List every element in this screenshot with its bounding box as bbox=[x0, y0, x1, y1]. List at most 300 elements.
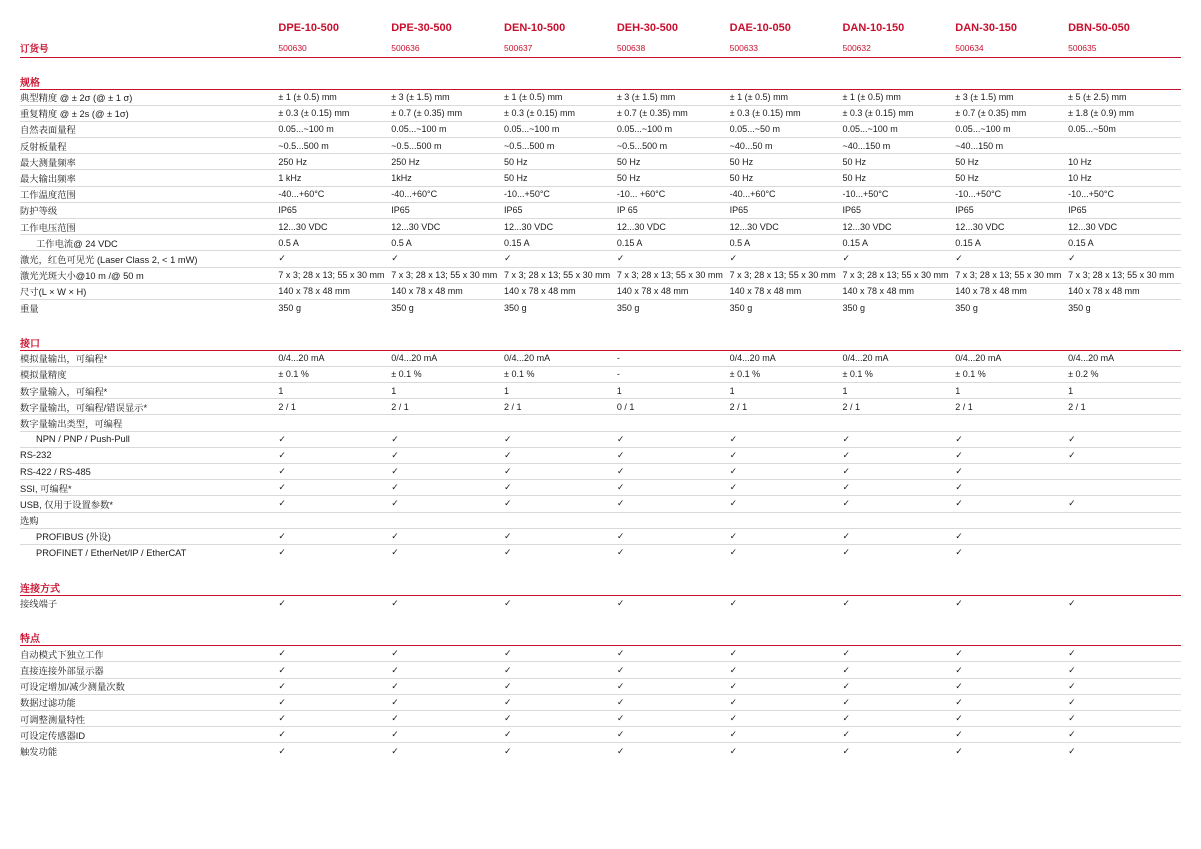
check-mark-cell: ✓ bbox=[955, 431, 1068, 447]
table-row bbox=[20, 694, 1181, 710]
check-mark-cell: ✓ bbox=[391, 711, 504, 727]
order-number-cell: 500636 bbox=[391, 40, 504, 57]
column-header: DAN-30-150 bbox=[955, 21, 1018, 34]
value-cell: 0.05...~100 m bbox=[955, 121, 1068, 137]
value-cell: ± 0.1 % bbox=[391, 366, 504, 382]
check-mark-cell: ✓ bbox=[730, 447, 843, 463]
check-mark-cell: ✓ bbox=[730, 528, 843, 544]
check-mark-cell: ✓ bbox=[842, 447, 955, 463]
check-mark-cell: ✓ bbox=[842, 745, 851, 756]
row-label: 工作温度范围 bbox=[20, 186, 278, 202]
value-cell: 1 bbox=[278, 383, 391, 399]
table-row bbox=[20, 105, 1181, 121]
column-header: DPE-10-500 bbox=[278, 21, 339, 34]
value-cell: 10 Hz bbox=[1068, 170, 1181, 186]
value-cell: 7 x 3; 28 x 13; 55 x 30 mm bbox=[617, 267, 730, 283]
value-cell: ± 0.1 % bbox=[955, 366, 1068, 382]
check-mark-cell: ✓ bbox=[391, 528, 504, 544]
table-row bbox=[20, 646, 1181, 662]
row-label: 数字量输出，可编程/错误显示* bbox=[20, 399, 278, 415]
check-mark-cell: ✓ bbox=[730, 431, 843, 447]
check-mark-cell: ✓ bbox=[1068, 745, 1076, 756]
value-cell: - bbox=[617, 350, 730, 366]
column-header: DPE-30-500 bbox=[391, 21, 452, 34]
value-cell: IP 65 bbox=[617, 202, 730, 218]
column-header: DBN-50-050 bbox=[1068, 21, 1130, 34]
value-cell: 50 Hz bbox=[842, 170, 955, 186]
row-label: 防护等级 bbox=[20, 202, 278, 218]
value-cell: 0/4...20 mA bbox=[504, 350, 617, 366]
check-mark-cell: ✓ bbox=[955, 528, 1068, 544]
value-cell: 0.15 A bbox=[617, 235, 730, 251]
check-mark-cell: ✓ bbox=[955, 646, 1068, 662]
check-mark-cell: ✓ bbox=[617, 463, 730, 479]
check-mark-cell: ✓ bbox=[730, 711, 843, 727]
value-cell: IP65 bbox=[842, 202, 955, 218]
row-spacer bbox=[20, 316, 1181, 329]
value-cell: 0.05...~100 m bbox=[391, 121, 504, 137]
row-label: 数字量输入，可编程* bbox=[20, 383, 278, 399]
section-header-row bbox=[20, 70, 1181, 89]
check-mark-cell: ✓ bbox=[955, 496, 1068, 512]
table-body bbox=[20, 40, 1181, 759]
value-cell: 1 bbox=[1068, 383, 1181, 399]
check-mark-cell: ✓ bbox=[842, 463, 955, 479]
row-label: 工作电压范围 bbox=[20, 219, 278, 235]
check-mark-cell: ✓ bbox=[504, 528, 617, 544]
check-mark-cell: ✓ bbox=[391, 662, 504, 678]
value-cell: 2 / 1 bbox=[1068, 399, 1181, 415]
row-label: 自动模式下独立工作 bbox=[20, 646, 278, 662]
check-mark-cell: ✓ bbox=[391, 251, 504, 267]
value-cell: ± 0.3 (± 0.15) mm bbox=[278, 105, 391, 121]
section-title: 特点 bbox=[20, 624, 1181, 646]
value-cell: 2 / 1 bbox=[278, 399, 391, 415]
value-cell: 2 / 1 bbox=[391, 399, 504, 415]
check-mark-cell: ✓ bbox=[955, 447, 1068, 463]
check-mark-cell: ✓ bbox=[617, 447, 730, 463]
table-row bbox=[20, 727, 1181, 743]
value-cell: -40...+60°C bbox=[278, 186, 391, 202]
check-mark-cell: ✓ bbox=[391, 745, 399, 756]
check-mark-cell: ✓ bbox=[1068, 496, 1181, 512]
value-cell: 7 x 3; 28 x 13; 55 x 30 mm bbox=[1068, 267, 1181, 283]
check-mark-cell: ✓ bbox=[842, 480, 955, 496]
check-mark-cell: ✓ bbox=[616, 597, 625, 608]
table-row bbox=[20, 89, 1181, 105]
row-label: 可设定增加/减少测量次数 bbox=[20, 678, 278, 694]
value-cell: 0/4...20 mA bbox=[730, 350, 843, 366]
value-cell: 12...30 VDC bbox=[730, 219, 843, 235]
check-mark-cell: ✓ bbox=[278, 597, 286, 608]
value-cell: 50 Hz bbox=[730, 170, 843, 186]
value-cell: ~0.5...500 m bbox=[617, 138, 730, 154]
value-cell: IP65 bbox=[504, 202, 617, 218]
value-cell: IP65 bbox=[278, 202, 391, 218]
check-mark-cell: ✓ bbox=[730, 251, 843, 267]
spacer-cell bbox=[20, 316, 1181, 329]
row-label: RS-422 / RS-485 bbox=[20, 463, 278, 479]
value-cell: 1 bbox=[955, 383, 1068, 399]
table-row bbox=[20, 528, 1181, 544]
value-cell: 0/4...20 mA bbox=[842, 350, 955, 366]
value-cell: ± 0.3 (± 0.15) mm bbox=[504, 105, 617, 121]
value-cell: 50 Hz bbox=[842, 154, 955, 170]
row-label: 典型精度 @ ± 2σ (@ ± 1 σ) bbox=[20, 89, 278, 105]
row-label: 重复精度 @ ± 2s (@ ± 1σ) bbox=[20, 105, 278, 121]
value-cell: 7 x 3; 28 x 13; 55 x 30 mm bbox=[504, 267, 617, 283]
table-row bbox=[20, 678, 1181, 694]
value-cell: ± 3 (± 1.5) mm bbox=[617, 89, 730, 105]
value-cell bbox=[278, 512, 391, 528]
check-mark-cell: ✓ bbox=[955, 745, 963, 756]
check-mark-cell: ✓ bbox=[504, 646, 617, 662]
check-mark-cell: ✓ bbox=[842, 251, 955, 267]
value-cell: 1 bbox=[504, 383, 617, 399]
check-mark-cell: ✓ bbox=[1068, 431, 1181, 447]
check-mark-cell: ✓ bbox=[278, 251, 391, 267]
check-mark-cell: ✓ bbox=[729, 547, 738, 558]
value-cell: - bbox=[617, 366, 730, 382]
check-mark-cell: ✓ bbox=[617, 727, 730, 743]
value-cell: ± 0.1 % bbox=[504, 366, 617, 382]
value-cell: 1 bbox=[730, 383, 843, 399]
row-label: 最大输出频率 bbox=[20, 170, 278, 186]
value-cell: 1 bbox=[842, 383, 955, 399]
check-mark-cell: ✓ bbox=[1068, 662, 1181, 678]
value-cell: 12...30 VDC bbox=[617, 219, 730, 235]
section-title: 接口 bbox=[20, 329, 1181, 351]
check-mark-cell: ✓ bbox=[617, 694, 730, 710]
check-mark-cell: ✓ bbox=[955, 662, 1068, 678]
check-mark-cell: ✓ bbox=[616, 547, 625, 558]
row-label: PROFIBUS (外设) bbox=[20, 528, 278, 544]
table-row bbox=[20, 595, 1181, 611]
table-row bbox=[20, 463, 1181, 479]
check-mark-cell: ✓ bbox=[278, 727, 391, 743]
value-cell: 0.05...~50m bbox=[1068, 121, 1181, 137]
check-mark-cell: ✓ bbox=[617, 528, 730, 544]
value-cell: 350 g bbox=[842, 302, 866, 313]
value-cell bbox=[1068, 415, 1181, 431]
value-cell: 2 / 1 bbox=[955, 399, 1068, 415]
row-label: NPN / PNP / Push-Pull bbox=[20, 431, 278, 447]
value-cell: 0/4...20 mA bbox=[391, 350, 504, 366]
check-mark-cell: ✓ bbox=[617, 480, 730, 496]
order-number-cell: 500633 bbox=[730, 40, 843, 57]
value-cell: 0.15 A bbox=[955, 235, 1068, 251]
check-mark-cell: ✓ bbox=[278, 480, 391, 496]
check-mark-cell: ✓ bbox=[955, 597, 963, 608]
value-cell: 350 g bbox=[616, 302, 640, 313]
value-cell: -40...+60°C bbox=[391, 186, 504, 202]
check-mark-cell: ✓ bbox=[955, 727, 1068, 743]
value-cell: ~0.5...500 m bbox=[391, 138, 504, 154]
check-mark-cell: ✓ bbox=[617, 678, 730, 694]
check-mark-cell: ✓ bbox=[955, 480, 1068, 496]
check-mark-cell: ✓ bbox=[391, 547, 399, 558]
value-cell: 0/4...20 mA bbox=[278, 350, 391, 366]
check-mark-cell: ✓ bbox=[1068, 597, 1076, 608]
check-mark-cell: ✓ bbox=[391, 480, 504, 496]
order-number-cell: 500630 bbox=[278, 40, 391, 57]
check-mark-cell: ✓ bbox=[278, 646, 391, 662]
value-cell: 12...30 VDC bbox=[1068, 219, 1181, 235]
check-mark-cell: ✓ bbox=[278, 678, 391, 694]
table-row bbox=[20, 399, 1181, 415]
check-mark-cell: ✓ bbox=[729, 745, 738, 756]
spacer-cell bbox=[20, 561, 1181, 574]
value-cell: -40...+60°C bbox=[730, 186, 843, 202]
check-mark-cell: ✓ bbox=[391, 496, 504, 512]
check-mark-cell: ✓ bbox=[842, 547, 851, 558]
row-label: 自然表面量程 bbox=[20, 121, 278, 137]
table-row bbox=[20, 512, 1181, 528]
value-cell: 1kHz bbox=[391, 170, 504, 186]
value-cell: 1 bbox=[617, 383, 730, 399]
row-label: 重量 bbox=[20, 303, 39, 314]
table-row bbox=[20, 121, 1181, 137]
value-cell: IP65 bbox=[955, 202, 1068, 218]
value-cell: 0/4...20 mA bbox=[1068, 350, 1181, 366]
row-label: 激光光斑大小@10 m /@ 50 m bbox=[20, 267, 278, 283]
row-label: 尺寸(L × W × H) bbox=[20, 283, 278, 299]
value-cell: 250 Hz bbox=[391, 154, 504, 170]
check-mark-cell: ✓ bbox=[278, 662, 391, 678]
value-cell: 0.05...~100 m bbox=[504, 121, 617, 137]
check-mark-cell: ✓ bbox=[1068, 646, 1181, 662]
row-label: 激光，红色可见光 (Laser Class 2, < 1 mW) bbox=[20, 251, 278, 267]
value-cell: 10 Hz bbox=[1068, 154, 1181, 170]
check-mark-cell: ✓ bbox=[955, 463, 1068, 479]
row-label: SSI, 可编程* bbox=[20, 480, 278, 496]
check-mark-cell: ✓ bbox=[1068, 711, 1181, 727]
row-label: 模拟量输出，可编程* bbox=[20, 350, 278, 366]
column-header: DAN-10-150 bbox=[842, 21, 905, 34]
value-cell bbox=[391, 512, 504, 528]
value-cell: 7 x 3; 28 x 13; 55 x 30 mm bbox=[842, 267, 955, 283]
value-cell: ± 3 (± 1.5) mm bbox=[391, 89, 504, 105]
value-cell: 350 g bbox=[729, 302, 753, 313]
value-cell: 250 Hz bbox=[278, 154, 391, 170]
check-mark-cell: ✓ bbox=[504, 447, 617, 463]
value-cell: 350 g bbox=[391, 302, 414, 313]
column-header: DEN-10-500 bbox=[504, 21, 566, 34]
value-cell bbox=[1068, 138, 1181, 154]
row-label: USB, 仅用于设置参数* bbox=[20, 496, 278, 512]
check-mark-cell: ✓ bbox=[504, 662, 617, 678]
value-cell: ~0.5...500 m bbox=[504, 138, 617, 154]
check-mark-cell: ✓ bbox=[842, 431, 955, 447]
value-cell: ± 0.1 % bbox=[730, 366, 843, 382]
check-mark-cell: ✓ bbox=[842, 528, 955, 544]
check-mark-cell: ✓ bbox=[504, 480, 617, 496]
value-cell bbox=[1068, 512, 1181, 528]
row-spacer bbox=[20, 611, 1181, 624]
check-mark-cell: ✓ bbox=[730, 662, 843, 678]
check-mark-cell: ✓ bbox=[278, 496, 391, 512]
value-cell: 350 g bbox=[504, 302, 527, 313]
value-cell: 0.05...~50 m bbox=[730, 121, 843, 137]
value-cell: 2 / 1 bbox=[504, 399, 617, 415]
value-cell: 140 x 78 x 48 mm bbox=[955, 283, 1068, 299]
table-row bbox=[20, 283, 1181, 299]
row-label: 可设定传感器ID bbox=[20, 727, 278, 743]
check-mark-cell: ✓ bbox=[617, 251, 730, 267]
row-label: 最大测量频率 bbox=[20, 154, 278, 170]
value-cell bbox=[1068, 544, 1181, 560]
check-mark-cell: ✓ bbox=[391, 447, 504, 463]
check-mark-cell: ✓ bbox=[955, 711, 1068, 727]
table-row bbox=[20, 235, 1181, 251]
value-cell bbox=[504, 512, 617, 528]
value-cell: 350 g bbox=[955, 302, 978, 313]
check-mark-cell: ✓ bbox=[391, 678, 504, 694]
table-row bbox=[20, 350, 1181, 366]
check-mark-cell: ✓ bbox=[842, 694, 955, 710]
value-cell: ± 1 (± 0.5) mm bbox=[278, 89, 391, 105]
spacer-cell bbox=[20, 611, 1181, 624]
table-row bbox=[20, 251, 1181, 267]
value-cell: ± 5 (± 2.5) mm bbox=[1068, 89, 1181, 105]
value-cell: 0/4...20 mA bbox=[955, 350, 1068, 366]
row-label: PROFINET / EtherNet/IP / EtherCAT bbox=[36, 547, 187, 558]
column-header: DAE-10-050 bbox=[729, 21, 791, 34]
value-cell: ~0.5...500 m bbox=[278, 138, 391, 154]
value-cell: 0.5 A bbox=[391, 235, 504, 251]
section-title: 连接方式 bbox=[20, 574, 1181, 596]
value-cell: 0.05...~100 m bbox=[842, 121, 955, 137]
header-label-blank bbox=[20, 18, 278, 40]
check-mark-cell: ✓ bbox=[730, 463, 843, 479]
value-cell: 0.15 A bbox=[1068, 235, 1181, 251]
value-cell: 12...30 VDC bbox=[842, 219, 955, 235]
table-row bbox=[20, 743, 1181, 759]
table-row bbox=[20, 544, 1181, 560]
table-row bbox=[20, 447, 1181, 463]
check-mark-cell: ✓ bbox=[730, 496, 843, 512]
value-cell bbox=[1068, 480, 1181, 496]
check-mark-cell: ✓ bbox=[842, 727, 955, 743]
check-mark-cell: ✓ bbox=[504, 496, 617, 512]
section-header-row bbox=[20, 574, 1181, 596]
section-title: 规格 bbox=[20, 70, 1181, 89]
row-label: 直接连接外部显示器 bbox=[20, 662, 278, 678]
row-label: 工作电流@ 24 VDC bbox=[20, 235, 278, 251]
check-mark-cell: ✓ bbox=[955, 678, 1068, 694]
value-cell: 2 / 1 bbox=[730, 399, 843, 415]
table-row bbox=[20, 154, 1181, 170]
value-cell: 140 x 78 x 48 mm bbox=[278, 283, 391, 299]
check-mark-cell: ✓ bbox=[842, 662, 955, 678]
check-mark-cell: ✓ bbox=[617, 711, 730, 727]
table-row bbox=[20, 170, 1181, 186]
row-label: 选购 bbox=[20, 512, 278, 528]
value-cell: 350 g bbox=[1068, 302, 1091, 313]
section-header-row bbox=[20, 624, 1181, 646]
value-cell bbox=[278, 415, 391, 431]
value-cell: 50 Hz bbox=[955, 170, 1068, 186]
value-cell: ± 0.3 (± 0.15) mm bbox=[730, 105, 843, 121]
check-mark-cell: ✓ bbox=[391, 597, 399, 608]
row-label: RS-232 bbox=[20, 447, 278, 463]
value-cell: 140 x 78 x 48 mm bbox=[504, 283, 617, 299]
check-mark-cell: ✓ bbox=[504, 678, 617, 694]
value-cell: 140 x 78 x 48 mm bbox=[391, 283, 504, 299]
value-cell: 7 x 3; 28 x 13; 55 x 30 mm bbox=[391, 267, 504, 283]
value-cell bbox=[730, 415, 843, 431]
value-cell bbox=[955, 512, 1068, 528]
row-label: 数字量输出类型，可编程 bbox=[20, 415, 278, 431]
check-mark-cell: ✓ bbox=[391, 694, 504, 710]
header-row bbox=[20, 18, 1181, 40]
check-mark-cell: ✓ bbox=[1068, 251, 1181, 267]
table-row bbox=[20, 383, 1181, 399]
check-mark-cell: ✓ bbox=[504, 431, 617, 447]
value-cell: 140 x 78 x 48 mm bbox=[617, 283, 730, 299]
check-mark-cell: ✓ bbox=[504, 547, 512, 558]
spacer-cell bbox=[20, 57, 1181, 70]
row-label: 反射板量程 bbox=[20, 138, 278, 154]
check-mark-cell: ✓ bbox=[504, 463, 617, 479]
value-cell: 50 Hz bbox=[730, 154, 843, 170]
value-cell: 12...30 VDC bbox=[391, 219, 504, 235]
value-cell: IP65 bbox=[1068, 202, 1181, 218]
value-cell: 0.5 A bbox=[278, 235, 391, 251]
value-cell: 0.05...~100 m bbox=[278, 121, 391, 137]
value-cell: ± 1 (± 0.5) mm bbox=[504, 89, 617, 105]
value-cell: 0.15 A bbox=[842, 235, 955, 251]
section-header-row bbox=[20, 329, 1181, 351]
row-label: 触发功能 bbox=[20, 747, 58, 758]
check-mark-cell: ✓ bbox=[1068, 678, 1181, 694]
order-number-row bbox=[20, 40, 1181, 57]
check-mark-cell: ✓ bbox=[955, 547, 963, 558]
value-cell: ~40...150 m bbox=[955, 138, 1068, 154]
check-mark-cell: ✓ bbox=[278, 547, 286, 558]
check-mark-cell: ✓ bbox=[278, 711, 391, 727]
value-cell: 7 x 3; 28 x 13; 55 x 30 mm bbox=[955, 267, 1068, 283]
check-mark-cell: ✓ bbox=[278, 447, 391, 463]
value-cell: 1 kHz bbox=[278, 170, 391, 186]
check-mark-cell: ✓ bbox=[729, 597, 738, 608]
value-cell: 50 Hz bbox=[617, 170, 730, 186]
check-mark-cell: ✓ bbox=[616, 745, 625, 756]
table-header bbox=[20, 18, 1181, 40]
check-mark-cell: ✓ bbox=[955, 694, 1068, 710]
value-cell: IP65 bbox=[730, 202, 843, 218]
value-cell bbox=[730, 512, 843, 528]
check-mark-cell: ✓ bbox=[730, 694, 843, 710]
value-cell: IP65 bbox=[391, 202, 504, 218]
order-number-cell: 500635 bbox=[1068, 40, 1181, 57]
value-cell: 50 Hz bbox=[955, 154, 1068, 170]
value-cell: 2 / 1 bbox=[842, 399, 955, 415]
table-row bbox=[20, 711, 1181, 727]
value-cell: -10...+50°C bbox=[842, 186, 955, 202]
check-mark-cell: ✓ bbox=[617, 496, 730, 512]
value-cell: 12...30 VDC bbox=[278, 219, 391, 235]
check-mark-cell: ✓ bbox=[278, 694, 391, 710]
value-cell: ~40...150 m bbox=[842, 138, 955, 154]
table-row bbox=[20, 267, 1181, 283]
check-mark-cell: ✓ bbox=[504, 251, 617, 267]
table-row bbox=[20, 496, 1181, 512]
check-mark-cell: ✓ bbox=[391, 463, 504, 479]
value-cell: 0.05...~100 m bbox=[617, 121, 730, 137]
check-mark-cell: ✓ bbox=[842, 711, 955, 727]
check-mark-cell: ✓ bbox=[278, 463, 391, 479]
